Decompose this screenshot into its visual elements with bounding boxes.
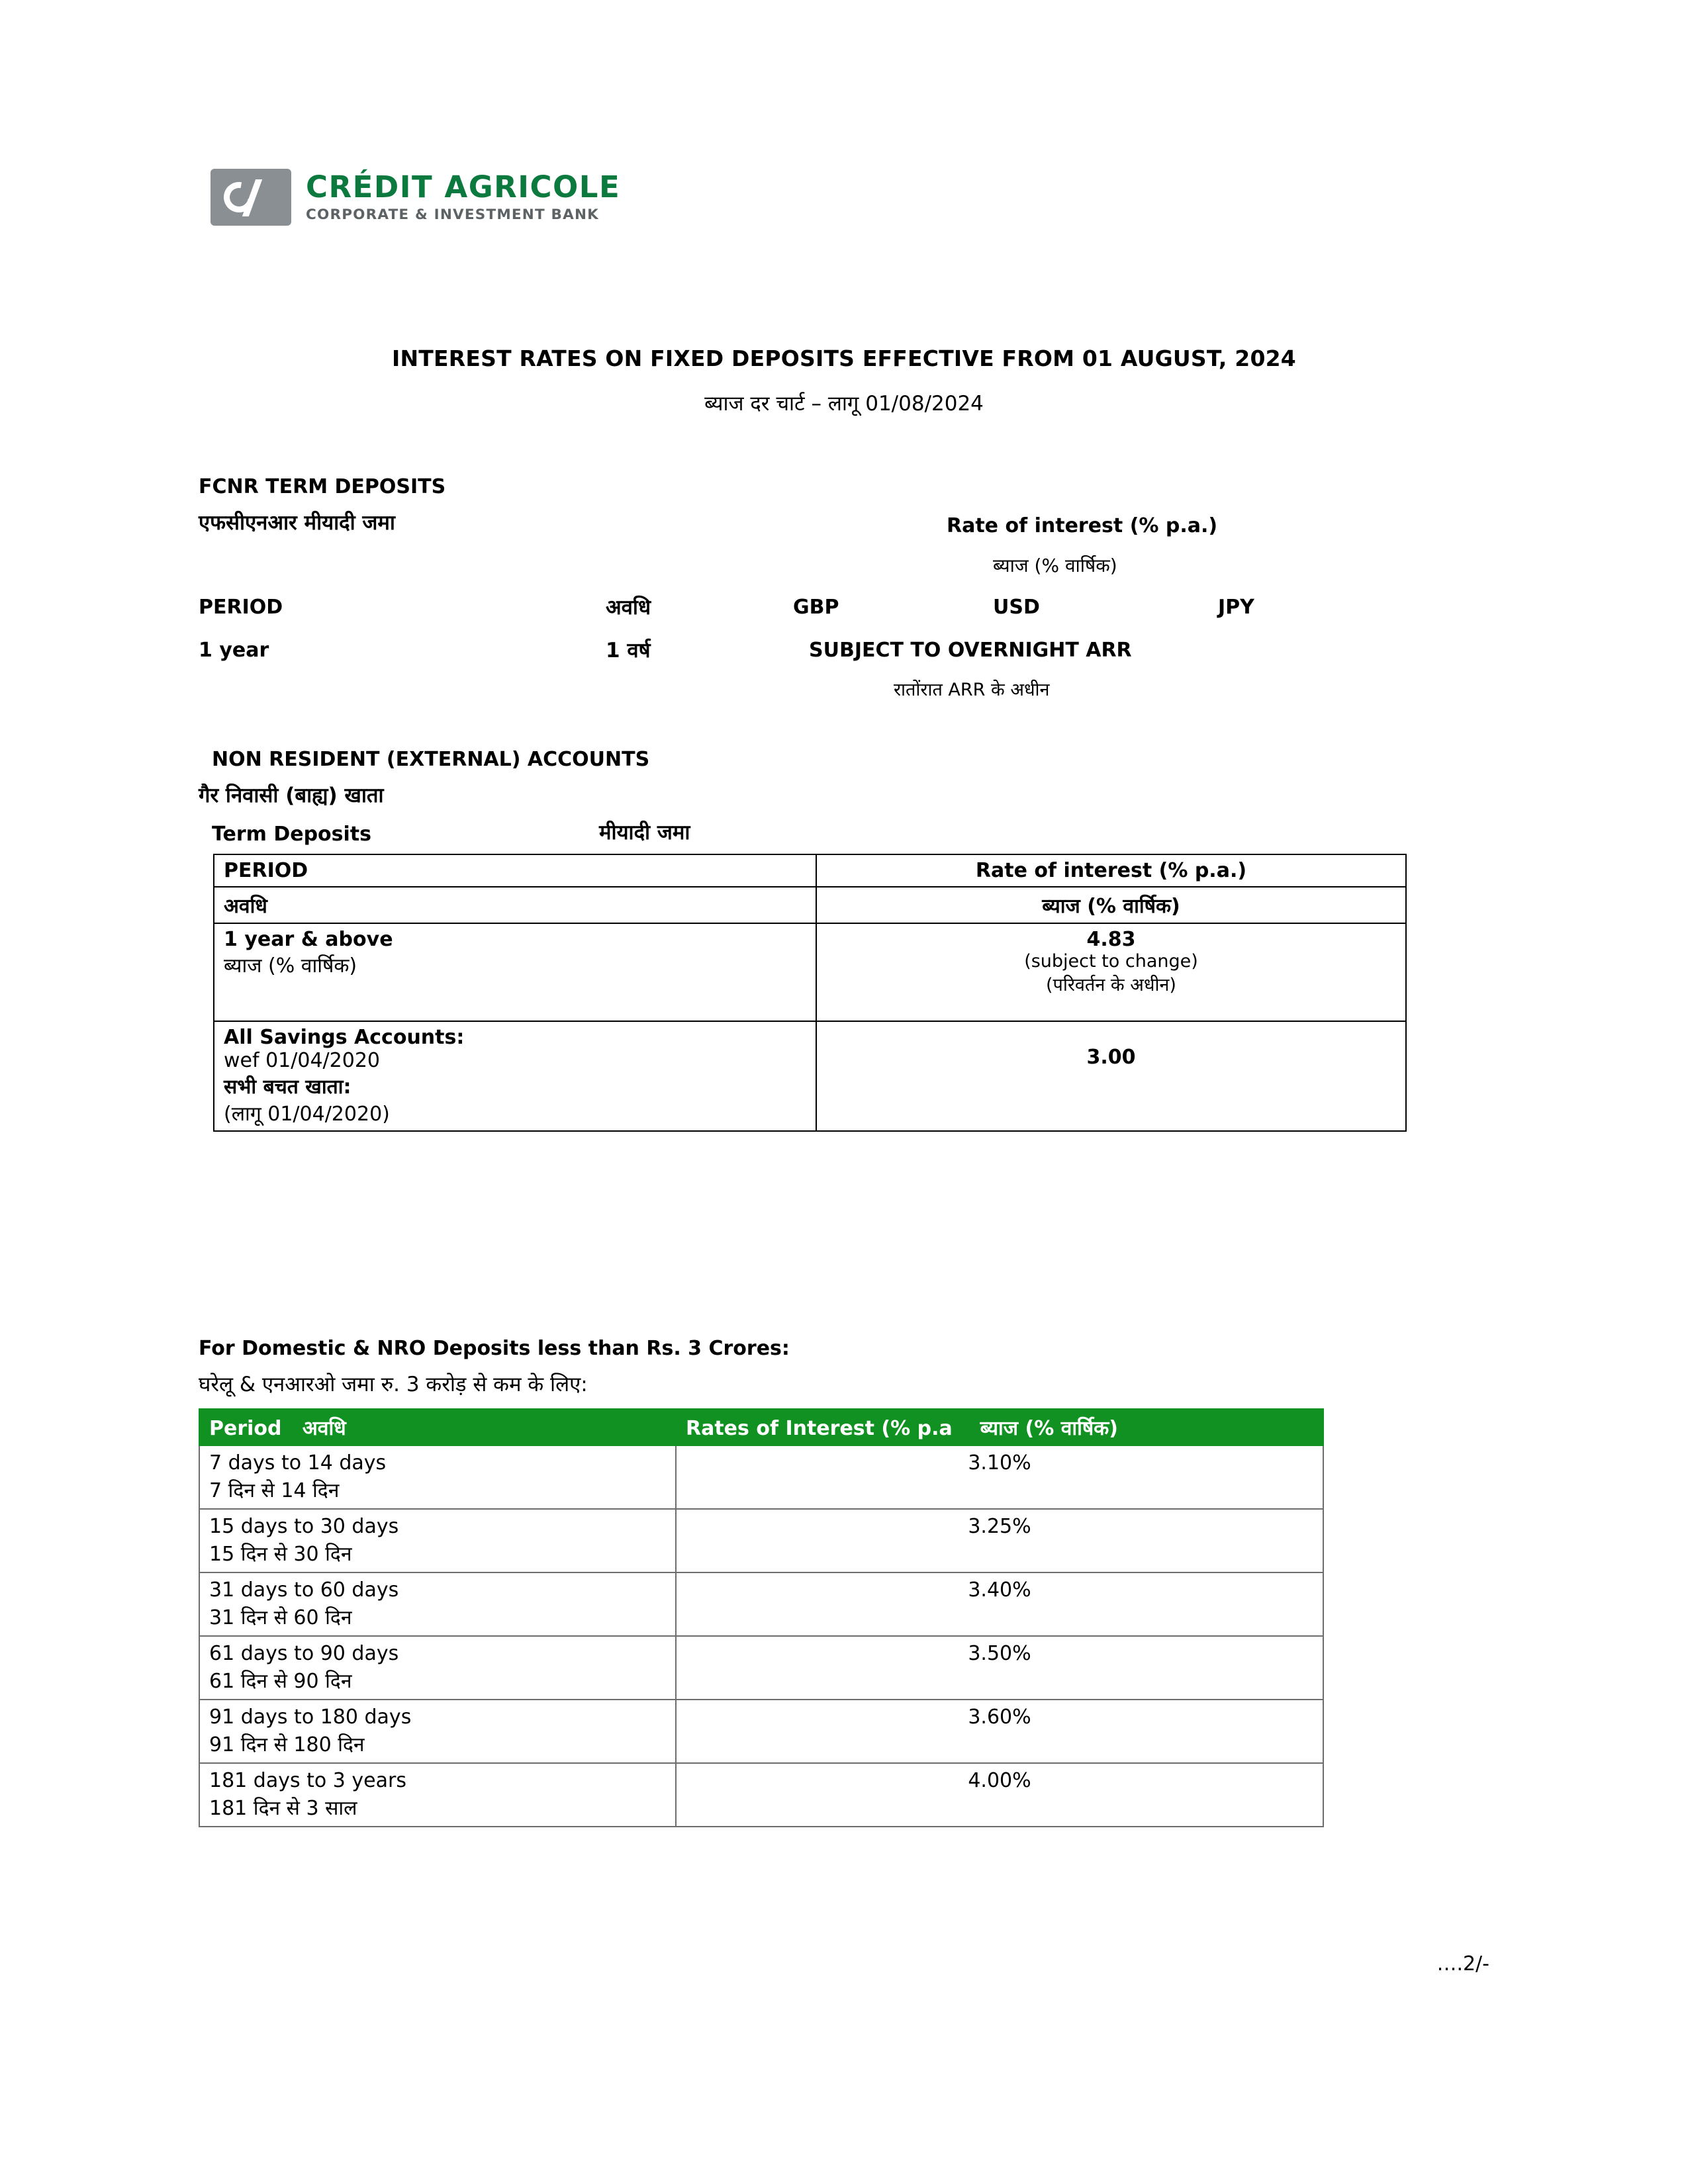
nre-row2-label-hi2: (लागू 01/04/2020) [224,1103,390,1126]
domestic-row-period-hi: 91 दिन से 180 दिन [209,1733,365,1756]
nre-row2-label-en2: wef 01/04/2020 [224,1049,381,1072]
fcnr-col-gbp: GBP [793,596,839,619]
nre-term-deposits-table [213,854,1407,1132]
domestic-row-rate: 3.25% [676,1509,1323,1572]
domestic-col-period-en: Period [209,1417,282,1440]
nre-subheading: Term Deposits [212,823,371,846]
table-header-row [199,1409,1323,1445]
nre-row1-period-hi: ब्याज (% वार्षिक) [224,954,357,978]
fcnr-heading: FCNR TERM DEPOSITS [199,475,446,498]
domestic-heading-hindi: घरेलू & एनआरओ जमा रु. 3 करोड़ से कम के लिए: [199,1373,588,1396]
fcnr-row-period: 1 year [199,639,269,662]
fcnr-row-value: SUBJECT TO OVERNIGHT ARR [809,639,1132,662]
domestic-row-period-hi: 15 दिन से 30 दिन [209,1543,352,1566]
fcnr-col-usd: USD [993,596,1040,619]
domestic-row-period [199,1572,676,1636]
fcnr-col-period: PERIOD [199,596,283,619]
domestic-col-rates-hi: ब्याज (% वार्षिक) [980,1417,1119,1440]
domestic-col-period-hi: अवधि [302,1417,346,1440]
credit-agricole-mark-icon [211,169,291,226]
page-footer-note: ….2/- [1436,1952,1489,1976]
domestic-row-period-hi: 61 दिन से 90 दिन [209,1670,352,1693]
domestic-row-period [199,1509,676,1572]
domestic-row-period [199,1636,676,1700]
nre-row1-period [214,923,816,1021]
domestic-row-period-en: 7 days to 14 days [209,1451,387,1475]
nre-row1-rate [816,923,1406,1021]
nre-row2-rate [816,1021,1406,1131]
nre-header-rate-hindi: ब्याज (% वार्षिक) [816,887,1406,923]
domestic-row-period-en: 15 days to 30 days [209,1515,399,1538]
fcnr-col-jpy: JPY [1218,596,1254,619]
nre-header-period: PERIOD [214,854,816,887]
table-row [199,1445,1323,1509]
domestic-row-rate: 3.40% [676,1572,1323,1636]
domestic-row-period [199,1445,676,1509]
logo-tagline: CORPORATE & INVESTMENT BANK [306,206,600,224]
nre-subheading-hindi: मीयादी जमा [599,821,690,844]
logo-text [306,169,620,223]
domestic-col-period [199,1409,676,1445]
domestic-row-period-hi: 31 दिन से 60 दिन [209,1606,352,1629]
domestic-rates-body [199,1445,1323,1827]
nre-row2-period [214,1021,816,1131]
domestic-row-rate: 3.50% [676,1636,1323,1700]
domestic-row-rate: 4.00% [676,1763,1323,1827]
domestic-col-rates [676,1409,1323,1445]
fcnr-heading-hindi: एफसीएनआर मीयादी जमा [199,511,395,535]
domestic-heading: For Domestic & NRO Deposits less than Rs. 3 Crores: [199,1337,790,1360]
domestic-row-rate: 3.10% [676,1445,1323,1509]
domestic-row-period-hi: 7 दिन से 14 दिन [209,1479,340,1502]
nre-row2-label-en: All Savings Accounts: [224,1026,465,1049]
domestic-row-period-en: 31 days to 60 days [209,1578,399,1602]
table-row [199,1509,1323,1572]
nre-header-rate: Rate of interest (% p.a.) [816,854,1406,887]
page-title-hindi: ब्याज दर चार्ट – लागू 01/08/2024 [704,392,984,416]
domestic-row-rate: 3.60% [676,1700,1323,1763]
domestic-row-period-en: 181 days to 3 years [209,1769,406,1792]
table-row [199,1572,1323,1636]
fcnr-rate-label-hindi: ब्याज (% वार्षिक) [993,555,1117,576]
nre-row1-note-hi: (परिवर्तन के अधीन) [1046,975,1176,995]
table-row [214,887,1406,923]
nre-heading: NON RESIDENT (EXTERNAL) ACCOUNTS [212,748,650,771]
bank-logo [211,169,620,226]
nre-row1-rate-value: 4.83 [1086,928,1136,951]
domestic-row-period-en: 91 days to 180 days [209,1706,412,1729]
fcnr-row-period-hindi: 1 वर्ष [606,639,651,662]
nre-row1-period-en: 1 year & above [224,928,393,951]
nre-heading-hindi: गैर निवासी (बाह्य) खाता [199,784,384,807]
page-title: INTEREST RATES ON FIXED DEPOSITS EFFECTIVE FROM 01 AUGUST, 2024 [392,345,1296,371]
nre-row2-rate-value: 3.00 [1086,1046,1136,1069]
domestic-row-period [199,1700,676,1763]
domestic-row-period [199,1763,676,1827]
table-row [199,1763,1323,1827]
table-row [214,854,1406,887]
table-row [199,1636,1323,1700]
domestic-row-period-hi: 181 दिन से 3 साल [209,1797,357,1820]
nre-header-period-hindi: अवधि [214,887,816,923]
table-row [214,923,1406,1021]
domestic-col-rates-en: Rates of Interest (% p.a [686,1417,953,1440]
fcnr-col-period-hindi: अवधि [606,596,651,619]
table-row [214,1021,1406,1131]
logo-title: CRÉDIT AGRICOLE [306,169,621,205]
nre-row2-label-hi: सभी बचत खाता: [224,1075,352,1099]
domestic-rates-table [199,1408,1324,1827]
fcnr-row-value-hindi: रातोंरात ARR के अधीन [894,680,1050,700]
fcnr-rate-label: Rate of interest (% p.a.) [947,514,1218,537]
nre-row1-note-en: (subject to change) [1024,951,1198,972]
domestic-row-period-en: 61 days to 90 days [209,1642,399,1665]
table-row [199,1700,1323,1763]
